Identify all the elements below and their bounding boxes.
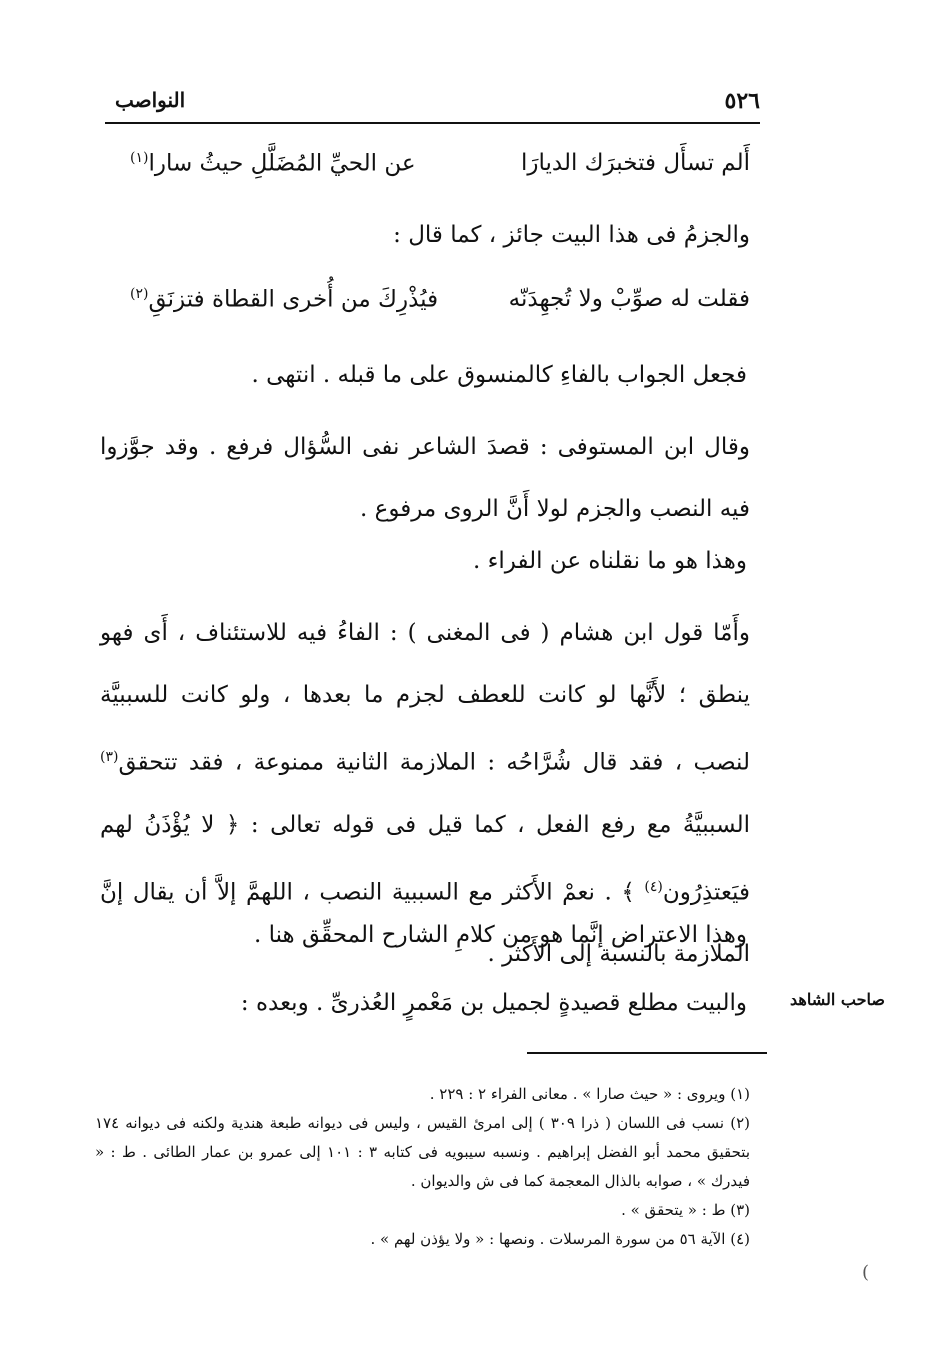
line-bayt: والبيت مطلع قصيدةٍ لجميل بن مَعْمرٍ العُذرىِّ . وبعده : bbox=[240, 990, 747, 1016]
page-number: ٥٢٦ bbox=[724, 88, 760, 114]
verse-1-hemistich-2 bbox=[130, 150, 416, 177]
footnote-rule bbox=[527, 1052, 767, 1054]
footnote-ref-1: (١) bbox=[130, 150, 149, 166]
verse-2-hemistich-2-text: فيُذْرِكَ من أُخرى القطاة فتزنَقِ bbox=[148, 286, 439, 313]
footnote-ref-4: (٤) bbox=[644, 878, 663, 895]
verse-1 bbox=[130, 150, 750, 192]
verse-1-hemistich-1: أَلم تسأَل فتخبرَك الديارَا bbox=[520, 150, 750, 176]
paragraph-ibn-mustawfi: وقال ابن المستوفى : قصدَ الشاعر نفى السُّؤال فرفع . وقد جوَّزوا فيه النصب والجزم لولا أَنَّ الروى مرفوع . bbox=[100, 434, 750, 522]
verse-1-hemistich-2-text: عن الحيِّ المُضَلَّلِ حيثُ سارا bbox=[148, 150, 416, 177]
paragraph-ibn-hisham-part-1: وأَمّا قول ابن هشام ( فى المغنى ) : الفاءُ فيه للاستئناف ، أَى فهو ينطق ؛ لأَنَّها لو كانت للعطف لجزم ما بعدها ، ولو كانت للسببيَّة لنصب ، فقد قال شُرَّاحُه : الملازمة الثانية ممنوعة ، فقد تتحقق bbox=[100, 620, 750, 776]
edge-mark: ( bbox=[862, 1262, 870, 1283]
footnotes bbox=[95, 1080, 750, 1254]
verse-2 bbox=[130, 286, 750, 328]
verse-2-hemistich-2 bbox=[130, 286, 438, 313]
paragraph-ibn-hisham-part-2: السببيَّةُ مع رفع الفعل ، كما قيل فى قوله تعالى : ﴿ لا يُؤْذَنُ لهم فيَعتذِرُون bbox=[100, 811, 750, 906]
footnote-3: (٣) ط : « يتحقق » . bbox=[621, 1201, 750, 1219]
line-jawab: فجعل الجواب بالفاءِ كالمنسوق على ما قبله . انتهى . bbox=[251, 362, 747, 388]
header-rule bbox=[105, 122, 760, 124]
footnote-4: (٤) الآية ٥٦ من سورة المرسلات . ونصها : « ولا يؤذن لهم » . bbox=[370, 1230, 750, 1248]
footnote-ref-2: (٢) bbox=[130, 286, 149, 302]
footnote-ref-3: (٣) bbox=[100, 749, 119, 765]
line-itirad: وهذا الاعتراض إنَّما هو من كلامِ الشارح المحقِّق هنا . bbox=[253, 922, 747, 948]
margin-note-sahib-al-shahid: صاحب الشاهد bbox=[790, 990, 885, 1009]
footnote-2: (٢) نسب فى اللسان ( ذرا ٣٠٩ ) إلى امرئ القيس ، وليس فى ديوانه طبعة هندية ولكنه فى ديوانه ١٧٤ بتحقيق محمد أبو الفضل إبراهيم . ونسبه سيبويه فى كتابه ٣ : ١٠١ إلى عمرو بن عمار الطائى . ط : « فيدرك » ، صوابه بالذال المعجمة كما فى ش والديوان . bbox=[95, 1114, 751, 1190]
running-title: النواصب bbox=[115, 88, 186, 112]
page-header bbox=[105, 88, 760, 122]
line-jazm: والجزمُ فى هذا البيت جائز ، كما قال : bbox=[393, 222, 750, 248]
line-farra: وهذا هو ما نقلناه عن الفراء . bbox=[472, 548, 747, 574]
paragraph-ibn-hisham-part-3: ﴾ . نعمْ الأَكثر مع السببية النصب ، اللهمَّ إلاَّ أن يقال إنَّ الملازمة بالنسبة إلى الأَكثر . bbox=[100, 879, 750, 968]
verse-2-hemistich-1: فقلت له صوِّبْ ولا تُجهِدَنّه bbox=[508, 286, 750, 312]
footnote-1: (١) ويروى : « حيث صارا » . معانى الفراء ٢ : ٢٢٩ . bbox=[429, 1085, 750, 1103]
